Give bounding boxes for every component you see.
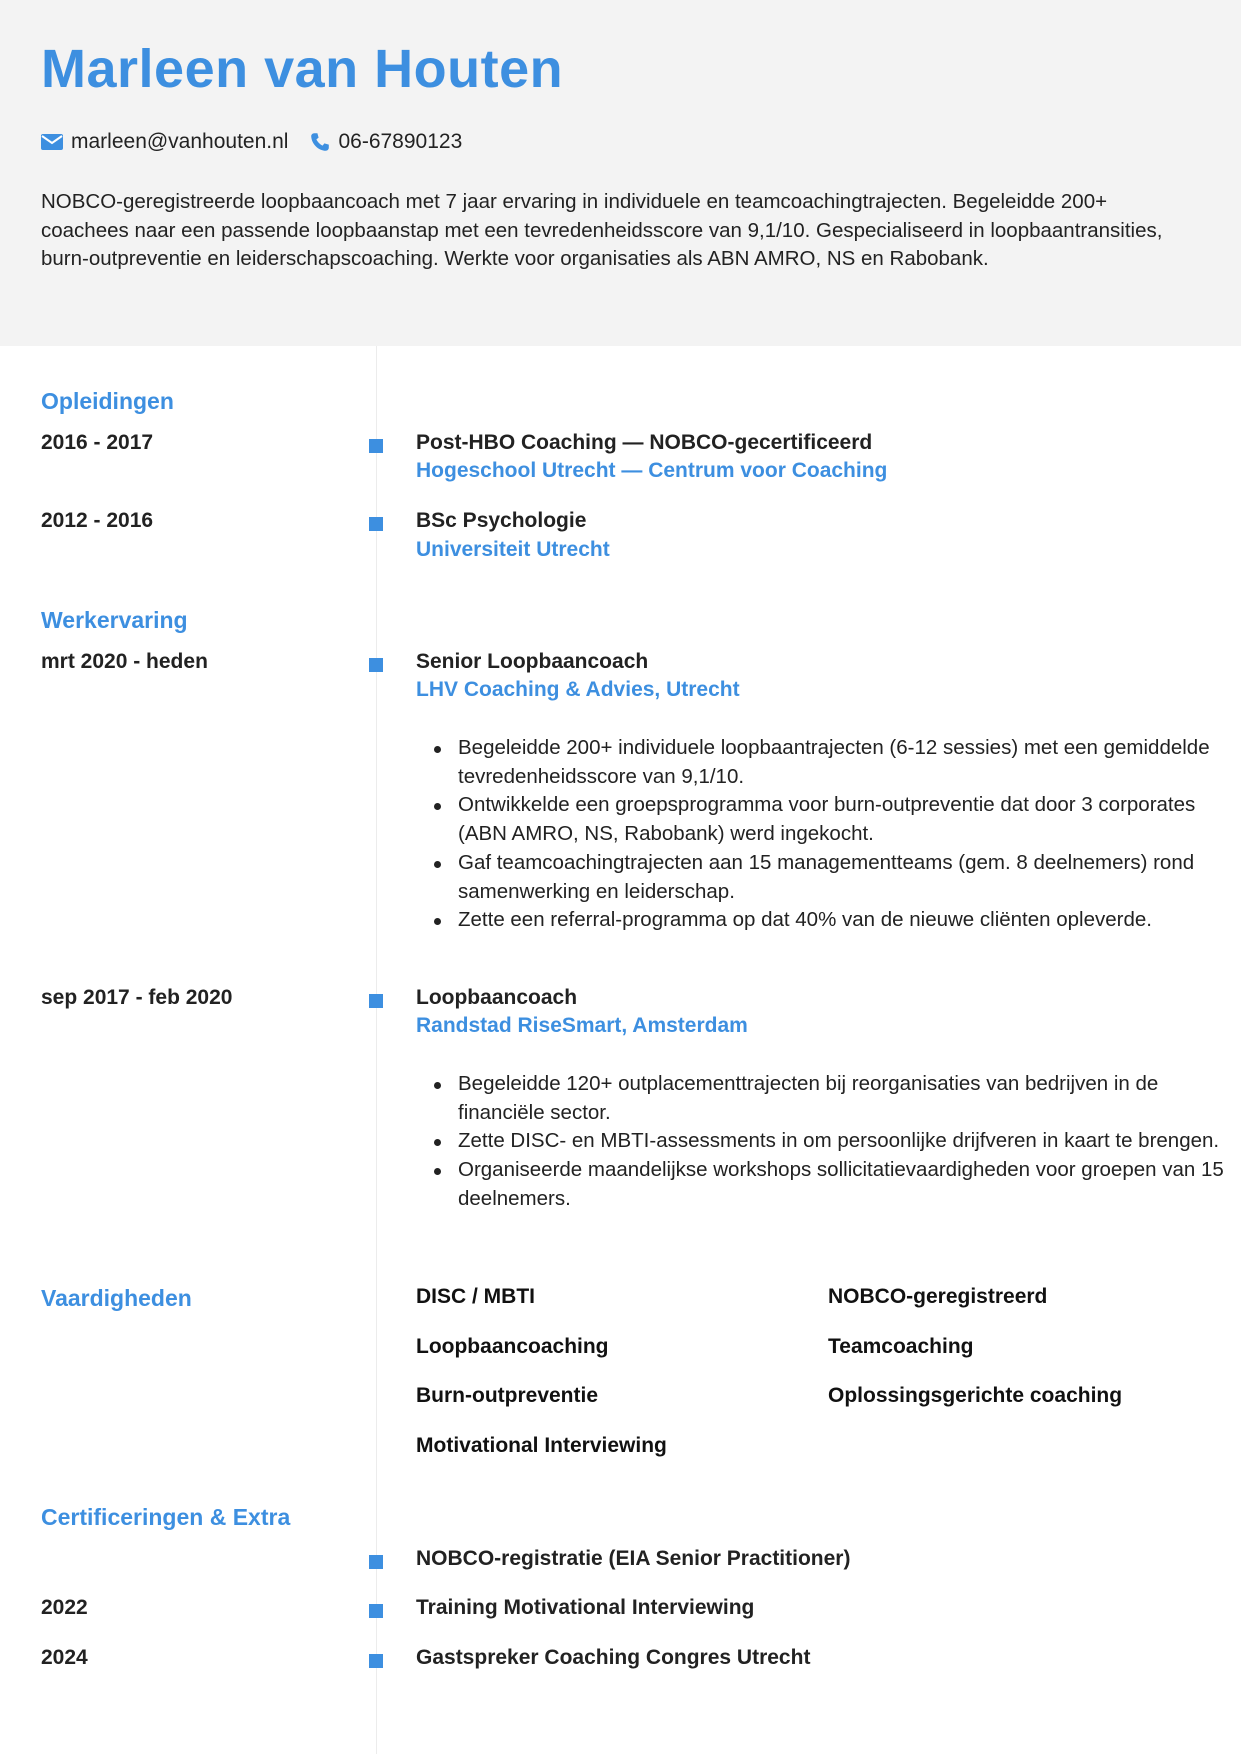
achievement-item: Begeleidde 200+ individuele loopbaantrajecten (6-12 sessies) met een gemiddelde tevredenheidsscore van 9,1/10. xyxy=(458,734,1238,791)
entry-organization: Hogeschool Utrecht — Centrum voor Coaching xyxy=(416,459,888,482)
entry-dates: 2022 xyxy=(41,1596,88,1619)
skill-item: NOBCO-geregistreerd xyxy=(828,1285,1048,1308)
entry-title: Post-HBO Coaching — NOBCO-gecertificeerd xyxy=(416,431,873,454)
phone-text[interactable]: 06-67890123 xyxy=(338,130,463,153)
entry-organization: LHV Coaching & Advies, Utrecht xyxy=(416,678,740,701)
achievement-item: Ontwikkelde een groepsprogramma voor burn-outpreventie dat door 3 corporates (ABN AMRO, NS, Rabobank) werd ingekocht. xyxy=(458,791,1238,848)
phone-icon xyxy=(310,132,330,152)
entry-title: Loopbaancoach xyxy=(416,986,578,1009)
email-text[interactable]: marleen@vanhouten.nl xyxy=(71,130,289,153)
entry-organization: Universiteit Utrecht xyxy=(416,538,610,561)
entry-title: Training Motivational Interviewing xyxy=(416,1596,755,1619)
achievement-item: Begeleidde 120+ outplacementtrajecten bij reorganisaties van bedrijven in de financiële sector. xyxy=(458,1070,1238,1127)
timeline-marker xyxy=(369,1604,383,1618)
header-panel xyxy=(0,0,1241,346)
entry-title: BSc Psychologie xyxy=(416,509,587,532)
skill-item: Burn-outpreventie xyxy=(416,1384,599,1407)
section-title-certifications: Certificeringen & Extra xyxy=(41,1504,291,1530)
entry-dates: 2024 xyxy=(41,1646,88,1669)
phone-contact xyxy=(310,130,462,154)
entry-title: NOBCO-registratie (EIA Senior Practitioner) xyxy=(416,1547,851,1570)
achievement-list xyxy=(416,1070,1238,1214)
achievement-item: Zette DISC- en MBTI-assessments in om persoonlijke drijfveren in kaart te brengen. xyxy=(458,1127,1238,1156)
timeline-divider xyxy=(376,346,377,1754)
section-title-experience: Werkervaring xyxy=(41,607,188,633)
profile-summary: NOBCO-geregistreerde loopbaancoach met 7 jaar ervaring in individuele en teamcoachingtrajecten. Begeleidde 200+ coachees naar een passende loopbaanstap met een tevredenheidsscore van 9,1/10. Gespecialiseerd in loopbaantransities, burn-outpreventie en leiderschapscoaching. Werkte voor organisaties als ABN AMRO, NS en Rabobank. xyxy=(41,190,1163,270)
achievement-item: Gaf teamcoachingtrajecten aan 15 managementteams (gem. 8 deelnemers) rond samenwerking en leiderschap. xyxy=(458,849,1238,906)
skill-item: Motivational Interviewing xyxy=(416,1434,667,1457)
email-contact xyxy=(41,130,288,154)
timeline-marker xyxy=(369,658,383,672)
envelope-icon xyxy=(41,134,63,150)
entry-dates: sep 2017 - feb 2020 xyxy=(41,986,233,1009)
contact-row xyxy=(41,128,484,156)
timeline-marker xyxy=(369,994,383,1008)
section-title-skills: Vaardigheden xyxy=(41,1285,192,1311)
timeline-marker xyxy=(369,439,383,453)
entry-dates: 2016 - 2017 xyxy=(41,431,154,454)
section-title-education: Opleidingen xyxy=(41,388,174,414)
timeline-marker xyxy=(369,1654,383,1668)
achievement-item: Organiseerde maandelijkse workshops sollicitatievaardigheden voor groepen van 15 deelnemers. xyxy=(458,1156,1238,1213)
timeline-marker xyxy=(369,517,383,531)
skill-item: Loopbaancoaching xyxy=(416,1335,609,1358)
achievement-item: Zette een referral-programma op dat 40% van de nieuwe cliënten opleverde. xyxy=(458,906,1238,935)
entry-title: Gastspreker Coaching Congres Utrecht xyxy=(416,1646,811,1669)
skill-item: DISC / MBTI xyxy=(416,1285,535,1308)
achievement-list xyxy=(416,734,1238,935)
entry-title: Senior Loopbaancoach xyxy=(416,650,649,673)
entry-dates: mrt 2020 - heden xyxy=(41,650,208,673)
entry-dates: 2012 - 2016 xyxy=(41,509,154,532)
timeline-marker xyxy=(369,1555,383,1569)
entry-organization: Randstad RiseSmart, Amsterdam xyxy=(416,1014,748,1037)
candidate-name: Marleen van Houten xyxy=(41,39,564,99)
skill-item: Oplossingsgerichte coaching xyxy=(828,1384,1123,1407)
skill-item: Teamcoaching xyxy=(828,1335,974,1358)
